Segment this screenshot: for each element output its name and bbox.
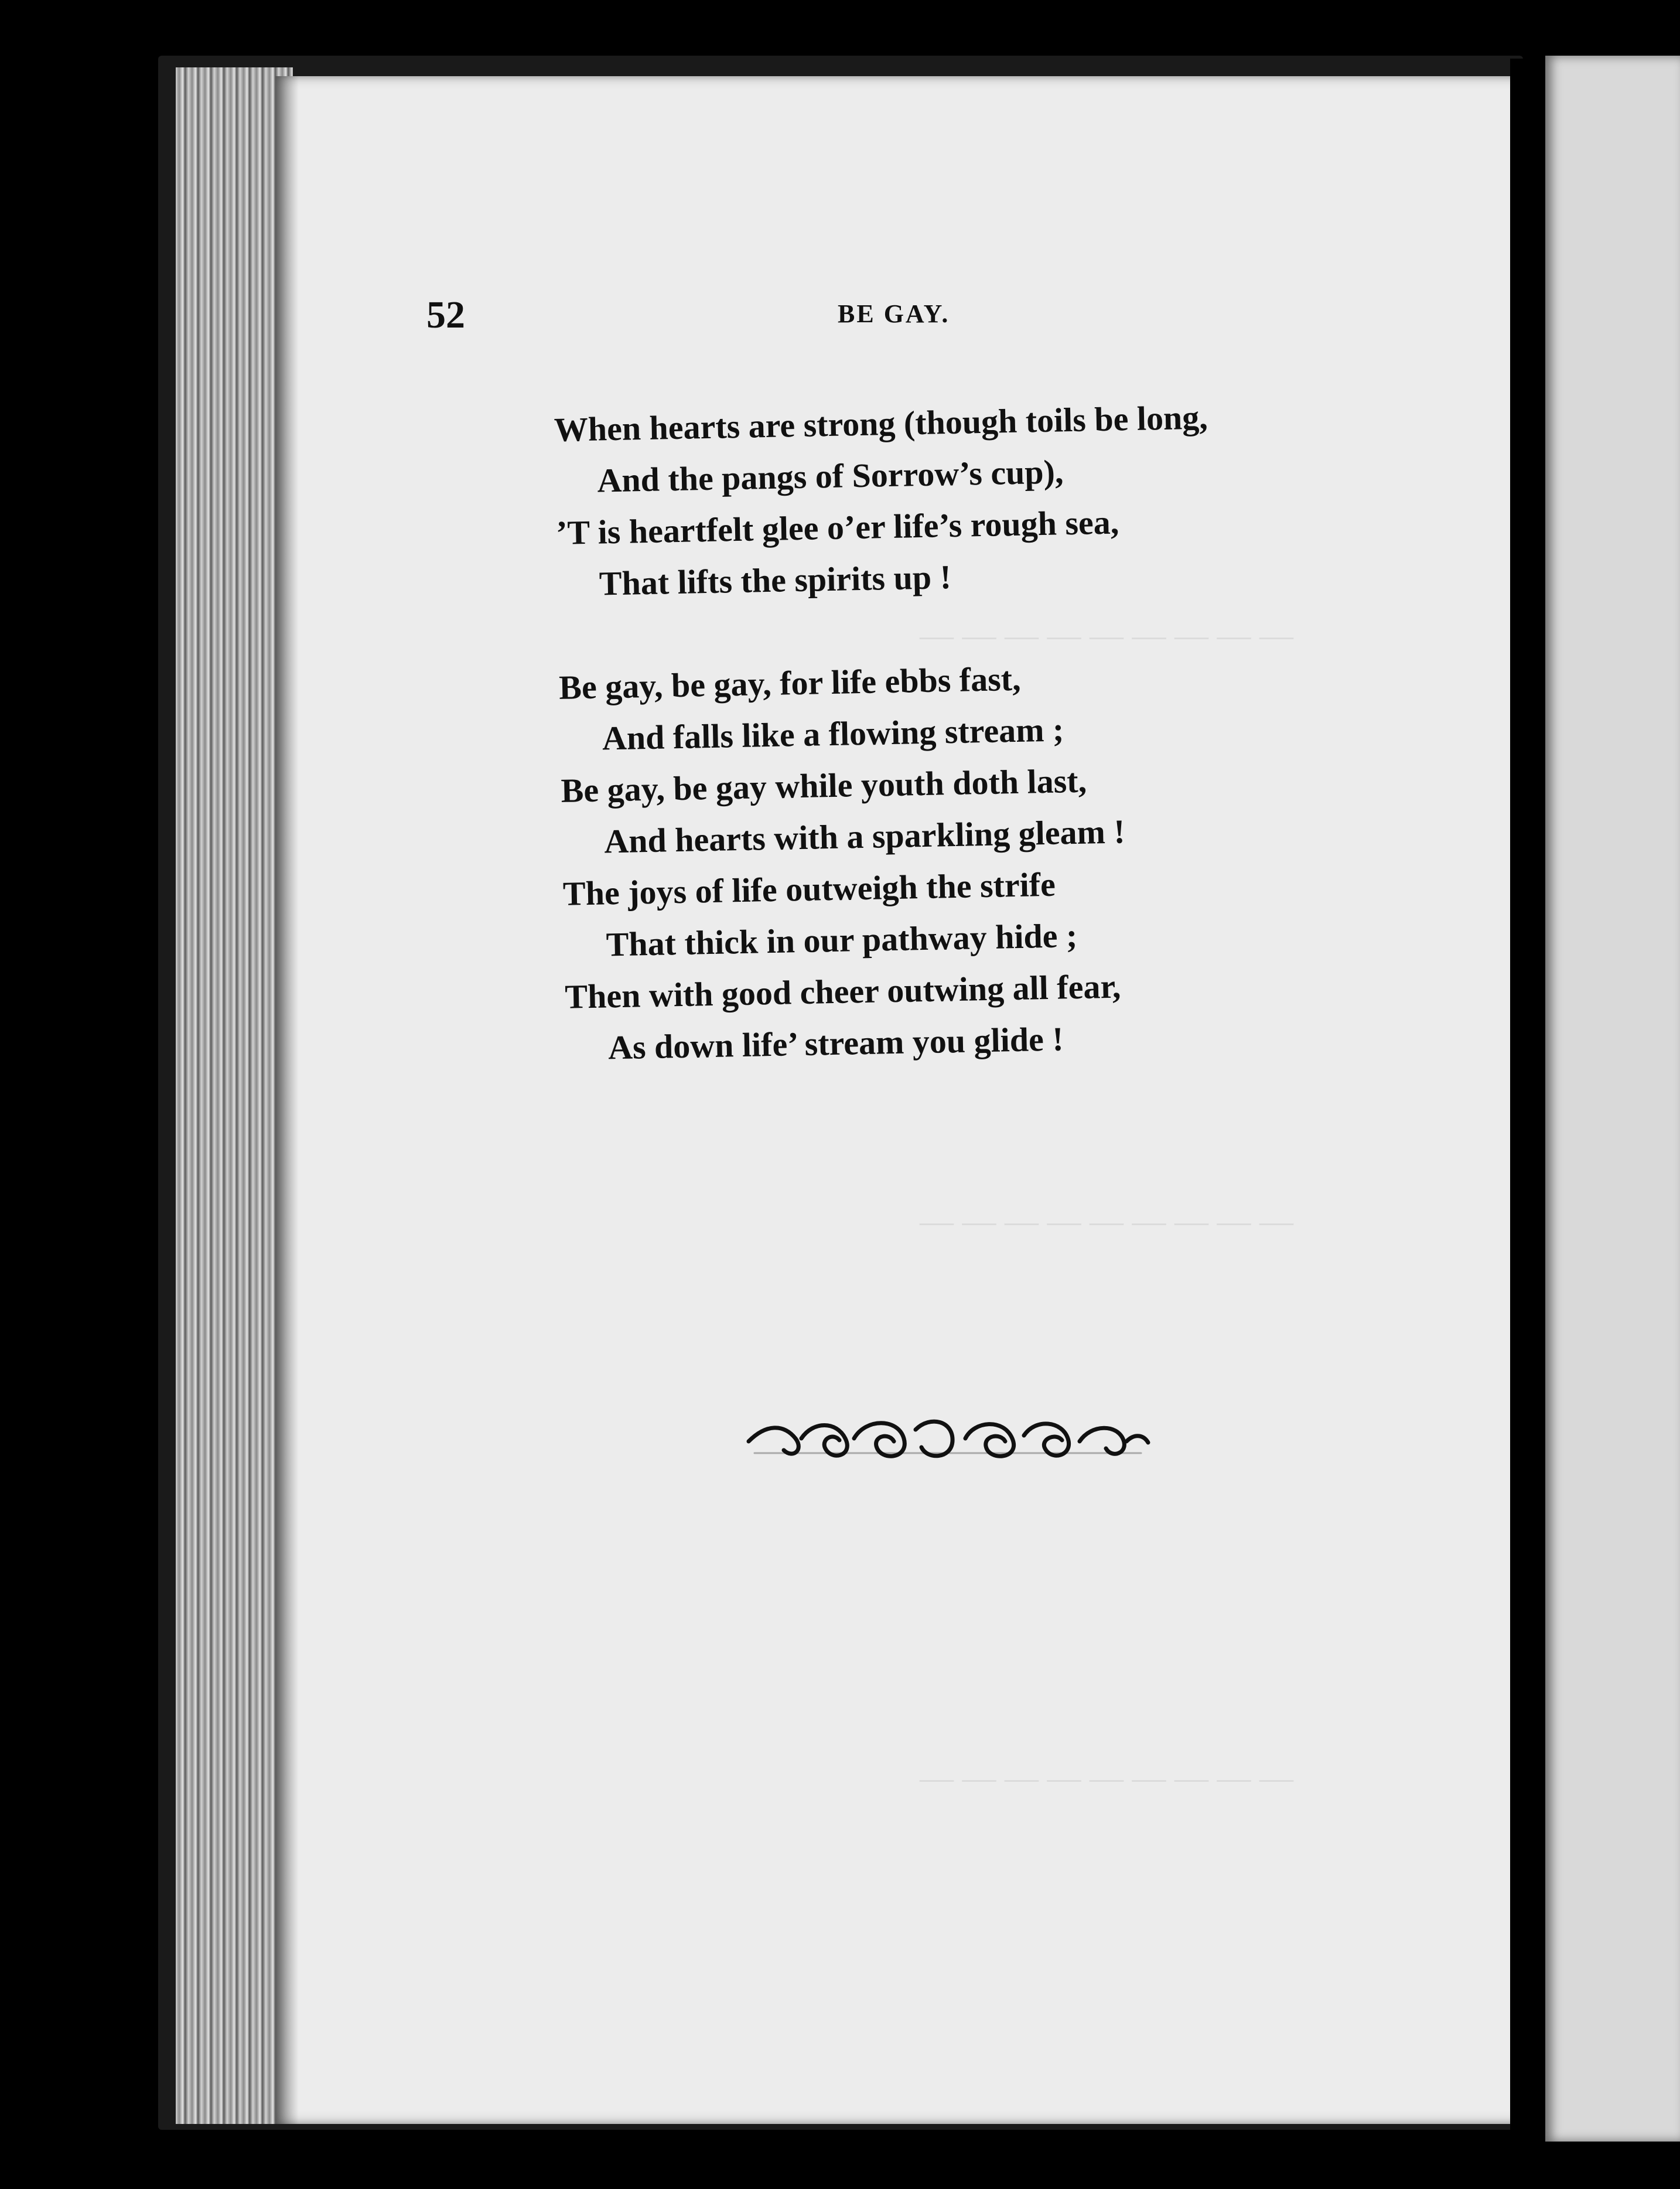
bleed-through-text: — — — — — — — — — (920, 1758, 1293, 1796)
poem-line: As down life’ stream you glide ! (607, 1020, 1064, 1067)
bleed-through-text: — — — — — — — — — (920, 1202, 1293, 1240)
gutter-shadow (275, 76, 299, 2124)
poem-line: When hearts are strong (though toils be long, (554, 398, 1208, 449)
poem-line: That thick in our pathway hide ; (606, 916, 1078, 964)
page-right-edge (1510, 59, 1545, 2144)
poem-stanza (554, 389, 1366, 611)
running-head: BE GAY. (838, 299, 950, 328)
facing-page-edge (1545, 56, 1680, 2142)
poem-line: Be gay, be gay while youth doth last, (561, 761, 1087, 810)
poem-line: The joys of life outweigh the strife (562, 865, 1056, 913)
poem-line: ’T is heartfelt glee o’er life’s rough sea, (555, 503, 1119, 552)
poem-stanza (558, 646, 1374, 1074)
poem (554, 389, 1375, 1126)
bleed-through-text: — — — — — — — — — (920, 616, 1293, 654)
poem-line: And the pangs of Sorrow’s cup), (596, 452, 1064, 500)
poem-line: Be gay, be gay, for life ebbs fast, (558, 659, 1022, 707)
poem-line: Then with good cheer outwing all fear, (564, 967, 1121, 1016)
page-number: 52 (426, 294, 465, 336)
ornamental-flourish-icon (743, 1406, 1153, 1471)
poem-line: And falls like a flowing stream ; (602, 710, 1064, 758)
poem-line: And hearts with a sparkling gleam ! (603, 812, 1126, 861)
poem-line: That lifts the spirits up ! (599, 558, 952, 603)
